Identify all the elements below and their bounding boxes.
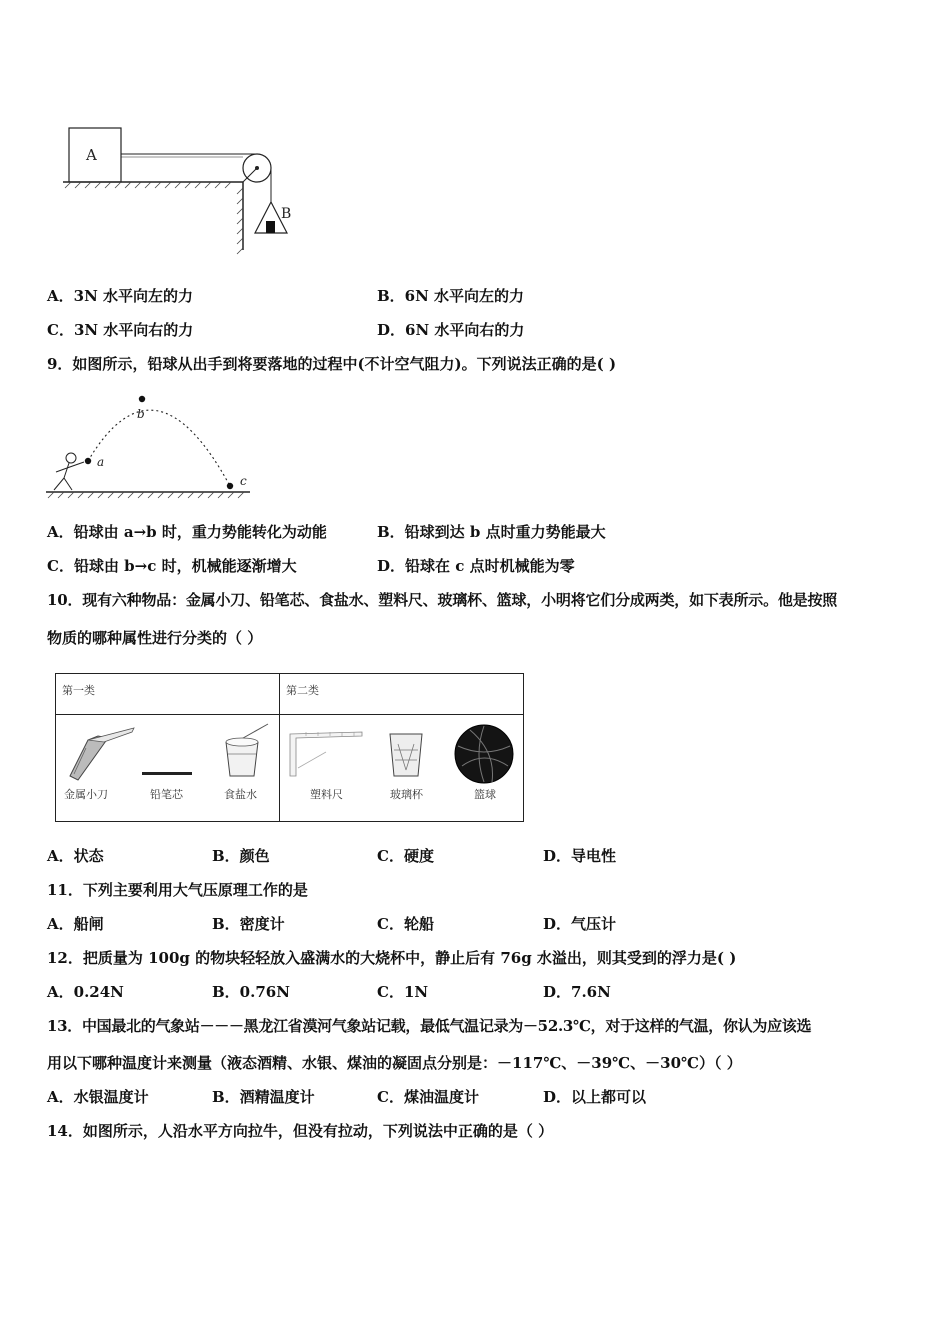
- svg-text:a: a: [97, 455, 105, 469]
- label-b: B: [281, 206, 292, 222]
- q11-option-b: B．密度计: [212, 915, 285, 933]
- q13-option-d: D．以上都可以: [543, 1088, 647, 1106]
- q10-option-a: A．状态: [47, 847, 104, 865]
- thrower-figure: [54, 453, 84, 490]
- q9-option-a: A．铅球由 a→b 时，重力势能转化为动能: [47, 523, 327, 541]
- item-knife-label: 金属小刀: [64, 788, 108, 801]
- q9-option-d: D．铅球在 c 点时机械能为零: [377, 557, 575, 575]
- point-c: [227, 483, 233, 489]
- group2-header: 第二类: [286, 684, 319, 697]
- item-ruler-label: 塑料尺: [310, 788, 343, 801]
- trajectory-curve: [88, 410, 230, 486]
- q11-option-a: A．船闸: [47, 915, 104, 933]
- q10-option-b: B．颜色: [212, 847, 270, 865]
- q9-option-b: B．铅球到达 b 点时重力势能最大: [377, 523, 606, 541]
- q11-option-d: D．气压计: [543, 915, 617, 933]
- pulley-diagram: [55, 120, 315, 260]
- q13-stem-line1: 13．中国最北的气象站－－－黑龙江省漠河气象站记载，最低气温记录为－52.3℃，对于这样的气温，你认为应该选: [47, 1017, 812, 1035]
- q9-stem: 9．如图所示，铅球从出手到将要落地的过程中(不计空气阻力)。下列说法正确的是( ): [47, 355, 617, 373]
- item-basketball-label: 篮球: [474, 788, 496, 801]
- q13-stem-line2: 用以下哪种温度计来测量（液态酒精、水银、煤油的凝固点分别是：－117℃、－39℃、－30℃）（ ）: [47, 1054, 742, 1072]
- pencil-lead-image: [142, 772, 192, 775]
- point-b: [139, 396, 145, 402]
- svg-text:c: c: [240, 474, 247, 488]
- shot-put-diagram: [40, 388, 270, 508]
- q13-option-a: A．水银温度计: [47, 1088, 149, 1106]
- q9-option-c: C．铅球由 b→c 时，机械能逐渐增大: [47, 557, 297, 575]
- q8-option-a: A．3N 水平向左的力: [47, 287, 194, 305]
- q13-option-c: C．煤油温度计: [377, 1088, 479, 1106]
- q10-option-d: D．导电性: [543, 847, 617, 865]
- q14-stem: 14．如图所示，人沿水平方向拉牛，但没有拉动，下列说法中正确的是（ ）: [47, 1122, 554, 1140]
- item-pencil-lead-label: 铅笔芯: [150, 788, 183, 801]
- q13-option-b: B．酒精温度计: [212, 1088, 315, 1106]
- item-salt-water-label: 食盐水: [224, 788, 257, 801]
- q8-option-c: C．3N 水平向右的力: [47, 321, 194, 339]
- q10-option-c: C．硬度: [377, 847, 434, 865]
- q11-stem: 11．下列主要利用大气压原理工作的是: [47, 881, 308, 899]
- q12-option-c: C．1N: [377, 983, 429, 1001]
- ruler-image: [286, 728, 366, 780]
- classification-table: [55, 673, 524, 822]
- q8-option-b: B．6N 水平向左的力: [377, 287, 525, 305]
- q10-stem-line2: 物质的哪种属性进行分类的（ ）: [47, 629, 263, 647]
- point-a: [85, 458, 91, 464]
- item-glass-cup-label: 玻璃杯: [390, 788, 423, 801]
- basketball-image: [452, 722, 516, 786]
- q10-stem-line1: 10．现有六种物品：金属小刀、铅笔芯、食盐水、塑料尺、玻璃杯、篮球，小明将它们分成两类，如下表所示。他是按照: [47, 591, 838, 609]
- q12-option-a: A．0.24N: [47, 983, 124, 1001]
- label-a: A: [86, 146, 97, 164]
- knife-image: [64, 726, 144, 782]
- q8-option-d: D．6N 水平向右的力: [377, 321, 525, 339]
- q12-option-d: D．7.6N: [543, 983, 611, 1001]
- svg-text:b: b: [137, 407, 145, 421]
- q12-stem: 12．把质量为 100g 的物块轻轻放入盛满水的大烧杯中，静止后有 76g 水溢出，则其受到的浮力是( ): [47, 949, 737, 967]
- q12-option-b: B．0.76N: [212, 983, 290, 1001]
- salt-water-image: [216, 720, 272, 782]
- group1-header: 第一类: [62, 684, 95, 697]
- glass-cup-image: [386, 730, 426, 780]
- q11-option-c: C．轮船: [377, 915, 434, 933]
